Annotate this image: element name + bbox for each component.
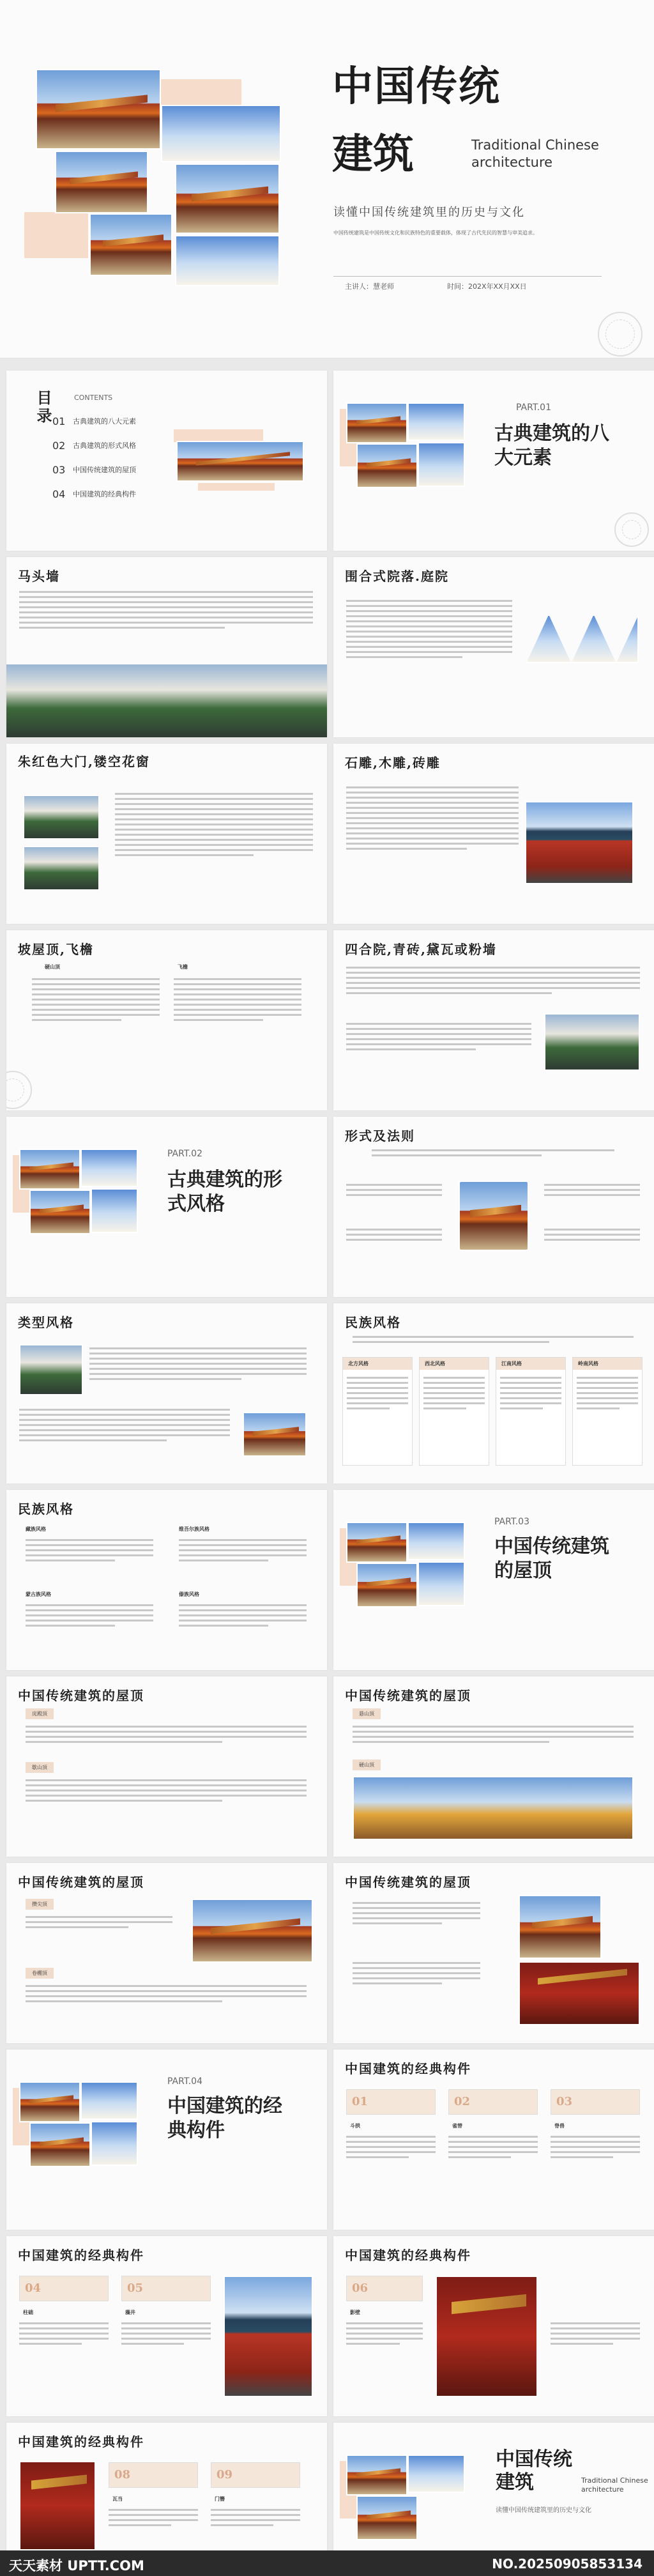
slide-zhuhong [6, 744, 327, 924]
paragraph-lines [32, 975, 160, 1024]
decor-pattern [614, 512, 649, 547]
roof-tab[interactable]: 卷棚顶 [26, 1968, 54, 1979]
cover-intro: 中国传统建筑是中国传统文化和民族特色的重要载体，体现了古代先民的智慧与审美追求。 [333, 230, 538, 236]
part-tag: PART.01 [516, 402, 551, 413]
ending-slide [333, 2423, 654, 2550]
item-label: 门簪 [215, 2496, 225, 2502]
slide-siheshe [333, 930, 654, 1110]
paragraph-lines [353, 1959, 480, 1988]
section-title: 中国建筑的经典构件 [345, 2061, 471, 2076]
paragraph-lines [551, 2319, 640, 2348]
slide-wuding2 [333, 1676, 654, 1857]
part-photo [80, 1149, 138, 1187]
cover-photo-5 [175, 164, 280, 234]
paragraph-lines [346, 2319, 423, 2348]
section-title: 中国建筑的经典构件 [345, 2248, 471, 2263]
slide-photo [353, 1776, 634, 1840]
part-photo [418, 1561, 465, 1606]
style-card: 北方风格 [342, 1357, 413, 1466]
item-label: 斗拱 [350, 2123, 360, 2129]
part-photo [356, 2496, 418, 2540]
roof-tab[interactable]: 歇山顶 [26, 1762, 54, 1773]
slide-goujian2 [6, 2236, 327, 2416]
cover-photo-3 [55, 151, 148, 213]
cover-photo-1 [36, 69, 161, 150]
part-tag: PART.04 [167, 2076, 202, 2087]
number-card: 08 [109, 2462, 198, 2488]
watermark-bar [0, 2550, 654, 2576]
slide-photo [525, 801, 634, 884]
watermark-left: 天天素材 UPTT.COM [9, 2558, 144, 2573]
part-title: 古典建筑的形式风格 [167, 1169, 282, 1215]
item-label: 雀替 [452, 2123, 462, 2129]
paragraph-lines [346, 1020, 531, 1054]
paragraph-lines [346, 963, 640, 997]
slide-photo [19, 2461, 96, 2550]
paragraph-lines [551, 2133, 640, 2161]
cover-speaker: 主讲人：慧老师 [345, 282, 394, 291]
peach-block [198, 483, 275, 491]
part02-slide [6, 1117, 327, 1297]
style-card: 岭南风格 [572, 1357, 643, 1466]
section-title: 朱红色大门,镂空花窗 [18, 754, 150, 769]
paragraph-lines [174, 975, 301, 1024]
paragraph-lines [121, 2319, 211, 2348]
part-photo [407, 2455, 465, 2493]
cover-title-en: Traditional Chinese architecture [471, 137, 599, 171]
part-photo [91, 1188, 138, 1233]
ending-title-cn: 中国传统建筑 [496, 2448, 572, 2494]
part-title: 中国传统建筑的屋顶 [494, 1535, 609, 1582]
paragraph-lines [211, 2506, 300, 2529]
toc-list [52, 409, 167, 506]
ending-title-en: Traditional Chinese architecture [581, 2476, 648, 2494]
paragraph-lines [109, 2506, 198, 2529]
paragraph-lines [179, 1601, 307, 1630]
section-title: 中国传统建筑的屋顶 [18, 1874, 144, 1890]
part-photo [346, 2455, 407, 2496]
item-label: 硬山顶 [45, 964, 60, 970]
roof-tab[interactable]: 庑殿顶 [26, 1708, 54, 1719]
number-card: 02 [448, 2089, 538, 2115]
slide-wuding3 [6, 1863, 327, 2043]
slide-goujian3 [333, 2236, 654, 2416]
paragraph-lines [353, 1899, 480, 1928]
slide-photo [192, 1899, 313, 1963]
item-label: 影壁 [350, 2310, 360, 2315]
roof-tab[interactable]: 悬山顶 [353, 1708, 381, 1719]
slide-photo [23, 795, 100, 839]
slide-photo [544, 1013, 640, 1071]
slide-photo [459, 1181, 529, 1251]
paragraph-lines [353, 1722, 634, 1746]
paragraph-lines [544, 1225, 640, 1244]
item-label: 藏族风格 [26, 1526, 46, 1532]
paragraph-lines [346, 2133, 436, 2161]
number-card: 01 [346, 2089, 436, 2115]
slide-goujian1 [333, 2050, 654, 2230]
cover-photo-2 [161, 105, 281, 162]
cover-slide [0, 0, 654, 358]
style-card: 江南风格 [496, 1357, 566, 1466]
cover-photo-6 [175, 235, 280, 286]
item-label: 瓦当 [112, 2496, 123, 2502]
cover-photo-4 [89, 213, 172, 276]
part-photo [29, 1190, 91, 1234]
paragraph-lines [115, 790, 313, 859]
number-card: 09 [211, 2462, 300, 2488]
paragraph-lines [448, 2133, 538, 2161]
item-label: 柱础 [23, 2310, 33, 2315]
toc-item[interactable]: 01 古典建筑的八大元素 [52, 415, 136, 427]
section-title: 四合院,青砖,黛瓦或粉墙 [345, 942, 497, 957]
slide-minzu [333, 1303, 654, 1483]
part-photo [407, 1522, 465, 1560]
slide-shidiao [333, 744, 654, 924]
number-card: 04 [19, 2276, 109, 2301]
part-tag: PART.03 [494, 1517, 529, 1527]
section-title: 马头墙 [18, 569, 60, 584]
slide-leixing [6, 1303, 327, 1483]
divider [333, 276, 602, 277]
decor-pattern [6, 1071, 32, 1109]
paragraph-lines [544, 1181, 640, 1199]
slide-wuding4 [333, 1863, 654, 2043]
part-photo [346, 402, 407, 443]
section-title: 中国建筑的经典构件 [18, 2248, 144, 2263]
section-title: 中国传统建筑的屋顶 [18, 1688, 144, 1703]
slide-photo [224, 2276, 313, 2397]
item-label: 蒙古族风格 [26, 1591, 51, 1597]
slide-minzu2 [6, 1490, 327, 1670]
paragraph-lines [372, 1146, 614, 1160]
slide-mating [6, 557, 327, 737]
part-title: 中国建筑的经典构件 [167, 2095, 282, 2142]
roof-tab[interactable]: 攒尖顶 [26, 1899, 54, 1910]
section-title: 石雕,木雕,砖雕 [345, 755, 441, 770]
cover-title-cn-2: 建筑 [332, 130, 414, 178]
number-card: 06 [346, 2276, 423, 2301]
section-title: 中国传统建筑的屋顶 [345, 1688, 471, 1703]
paragraph-lines [179, 1536, 307, 1565]
item-label: 维吾尔族风格 [179, 1526, 209, 1532]
part03-slide [333, 1490, 654, 1670]
part-photo [346, 1522, 407, 1563]
watermark-right: NO.20250905853134 [492, 2556, 643, 2572]
paragraph-lines [346, 783, 519, 853]
part-photo [19, 1149, 80, 1190]
part-photo [80, 2082, 138, 2120]
item-label: 藻井 [125, 2310, 135, 2315]
part-photo [19, 2082, 80, 2122]
item-label: 脊兽 [554, 2123, 565, 2129]
part-photo [407, 402, 465, 441]
paragraph-lines [26, 1776, 307, 1805]
cover-time: 时间：202X年XX月XX日 [447, 282, 527, 291]
decor-pattern [598, 312, 643, 356]
paragraph-lines [19, 2319, 109, 2348]
slide-photo [23, 846, 100, 891]
section-title: 形式及法则 [345, 1128, 415, 1144]
section-title: 中国建筑的经典构件 [18, 2434, 144, 2450]
paragraph-lines [26, 1913, 172, 1931]
part04-slide [6, 2050, 327, 2230]
slide-photo [19, 1344, 83, 1395]
part-title: 古典建筑的八大元素 [494, 422, 609, 469]
part-photo [356, 443, 418, 488]
cover-subtitle: 读懂中国传统建筑里的历史与文化 [333, 206, 525, 219]
toc-photo [176, 441, 304, 482]
section-title: 类型风格 [18, 1315, 74, 1330]
section-title: 民族风格 [345, 1315, 401, 1330]
toc-title: 目录 [34, 390, 52, 425]
slide-photo [519, 1961, 640, 2025]
section-title: 坡屋顶,飞檐 [18, 942, 94, 957]
paragraph-lines [26, 1722, 307, 1746]
slide-photo [436, 2276, 538, 2397]
item-label: 飞檐 [178, 964, 188, 970]
paragraph-lines [346, 1225, 442, 1244]
toc-slide [6, 371, 327, 551]
slide-podingwu [6, 930, 327, 1110]
style-card: 西北风格 [419, 1357, 489, 1466]
slide-siheyuan [333, 557, 654, 737]
slide-photo [519, 1895, 602, 1959]
part-photo [418, 442, 465, 487]
number-card: 03 [551, 2089, 640, 2115]
slide-xingshi [333, 1117, 654, 1297]
part-photo [29, 2122, 91, 2167]
paragraph-lines [26, 1982, 307, 2005]
paragraph-lines [89, 1344, 307, 1383]
slide-photo [526, 615, 639, 663]
item-label: 傣族风格 [179, 1591, 199, 1597]
toc-item[interactable]: 04 中国建筑的经典构件 [52, 487, 136, 500]
section-title: 民族风格 [18, 1501, 74, 1517]
paragraph-lines [19, 1406, 230, 1445]
roof-tab[interactable]: 硬山顶 [353, 1759, 381, 1770]
cover-title-cn-1: 中国传统 [332, 63, 501, 111]
section-title: 围合式院落.庭院 [345, 569, 449, 584]
paragraph-lines [353, 1333, 634, 1346]
paragraph-lines [19, 588, 313, 632]
peach-block [174, 429, 263, 442]
number-card: 05 [121, 2276, 211, 2301]
part01-slide [333, 371, 654, 551]
peach-block [158, 79, 241, 105]
part-photo [356, 1563, 418, 1607]
section-title: 中国传统建筑的屋顶 [345, 1874, 471, 1890]
paragraph-lines [26, 1601, 153, 1630]
paragraph-lines [26, 1536, 153, 1565]
peach-block [24, 212, 88, 258]
toc-item[interactable]: 02 古典建筑的形式风格 [52, 439, 136, 452]
ending-subtitle: 读懂中国传统建筑里的历史与文化 [496, 2507, 591, 2514]
part-tag: PART.02 [167, 1149, 202, 1159]
slide-goujian4 [6, 2423, 327, 2550]
slide-photo [6, 664, 327, 737]
paragraph-lines [346, 597, 512, 661]
paragraph-lines [346, 1181, 442, 1199]
slide-photo [243, 1412, 307, 1457]
toc-item[interactable]: 03 中国传统建筑的屋顶 [52, 463, 136, 476]
part-photo [91, 2121, 138, 2166]
toc-subtitle: CONTENTS [74, 394, 113, 402]
slide-wuding1 [6, 1676, 327, 1857]
